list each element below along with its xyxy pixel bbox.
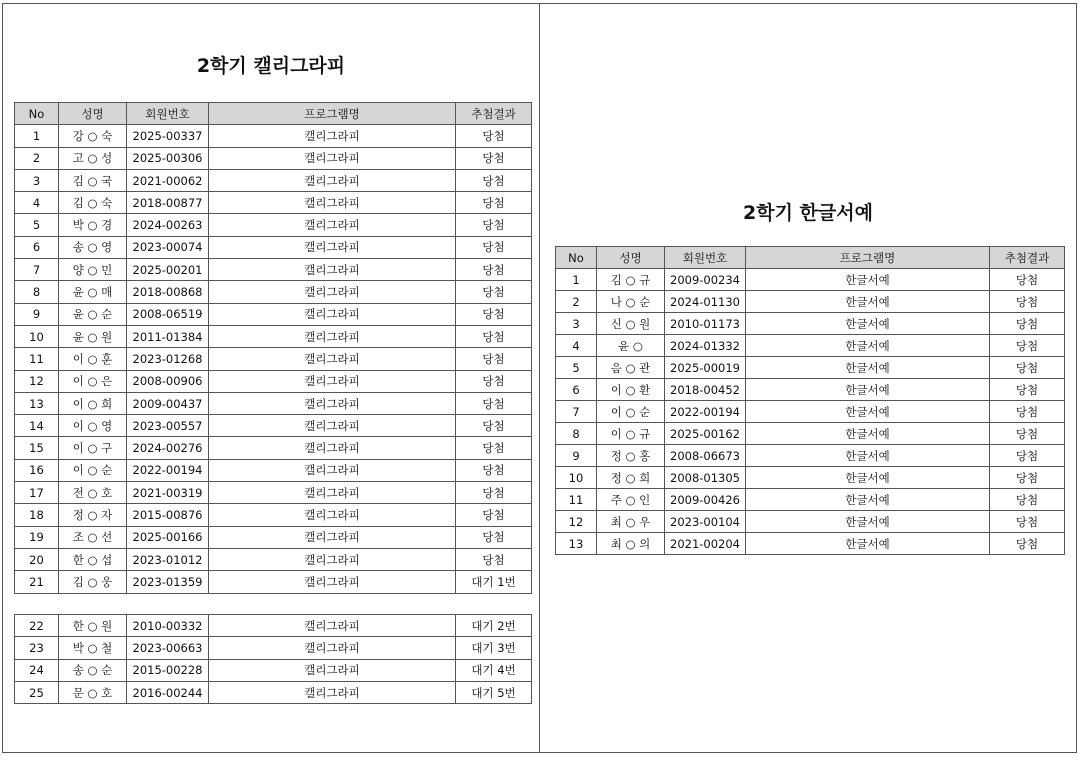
cell-name: 김 ○ 숙 (59, 192, 127, 214)
cell-no: 2 (556, 291, 597, 313)
cell-member-id: 2009-00234 (665, 269, 746, 291)
cell-member-id: 2025-00306 (127, 147, 209, 169)
table-row (556, 489, 1065, 511)
cell-no: 2 (15, 147, 59, 169)
cell-no: 24 (15, 659, 59, 681)
cell-program: 캘리그라피 (209, 659, 456, 681)
cell-name: 정 ○ 홍 (597, 445, 665, 467)
cell-name: 이 ○ 구 (59, 437, 127, 459)
cell-no: 18 (15, 504, 59, 526)
cell-member-id: 2011-01384 (127, 325, 209, 347)
cell-result: 당첨 (456, 259, 532, 281)
cell-member-id: 2021-00062 (127, 169, 209, 191)
cell-no: 8 (15, 281, 59, 303)
cell-name: 한 ○ 원 (59, 615, 127, 637)
cell-member-id: 2023-00557 (127, 415, 209, 437)
cell-result: 당첨 (456, 192, 532, 214)
column-header: No (15, 103, 59, 125)
cell-result: 당첨 (456, 236, 532, 258)
header-row (15, 103, 532, 125)
cell-name: 박 ○ 경 (59, 214, 127, 236)
cell-member-id: 2023-00663 (127, 637, 209, 659)
cell-no: 23 (15, 637, 59, 659)
cell-program: 한글서예 (746, 401, 990, 423)
column-header: 회원번호 (665, 247, 746, 269)
cell-name: 강 ○ 숙 (59, 125, 127, 147)
header-row (556, 247, 1065, 269)
cell-result: 당첨 (456, 325, 532, 347)
cell-program: 한글서예 (746, 489, 990, 511)
table-row (556, 467, 1065, 489)
column-header: 추첨결과 (990, 247, 1065, 269)
table-row (15, 482, 532, 504)
cell-program: 캘리그라피 (209, 504, 456, 526)
cell-no: 15 (15, 437, 59, 459)
cell-program: 캘리그라피 (209, 681, 456, 703)
cell-name: 이 ○ 환 (597, 379, 665, 401)
cell-no: 10 (556, 467, 597, 489)
cell-member-id: 2018-00452 (665, 379, 746, 401)
cell-no: 6 (15, 236, 59, 258)
table-row (556, 401, 1065, 423)
page-hangul (539, 3, 1077, 753)
cell-no: 21 (15, 571, 59, 593)
cell-name: 이 ○ 순 (597, 401, 665, 423)
cell-no: 7 (556, 401, 597, 423)
cell-member-id: 2024-00276 (127, 437, 209, 459)
cell-name: 문 ○ 호 (59, 681, 127, 703)
cell-result: 대기 1번 (456, 571, 532, 593)
cell-member-id: 2015-00228 (127, 659, 209, 681)
cell-result: 당첨 (990, 313, 1065, 335)
table-row (15, 169, 532, 191)
cell-member-id: 2023-01012 (127, 548, 209, 570)
cell-program: 캘리그라피 (209, 147, 456, 169)
cell-result: 당첨 (456, 370, 532, 392)
page-calligraphy (2, 3, 540, 753)
cell-program: 한글서예 (746, 291, 990, 313)
cell-name: 정 ○ 자 (59, 504, 127, 526)
cell-member-id: 2009-00437 (127, 392, 209, 414)
cell-result: 당첨 (456, 169, 532, 191)
cell-name: 조 ○ 선 (59, 526, 127, 548)
cell-name: 전 ○ 호 (59, 482, 127, 504)
cell-name: 송 ○ 순 (59, 659, 127, 681)
cell-member-id: 2024-00263 (127, 214, 209, 236)
cell-no: 1 (556, 269, 597, 291)
column-header: 회원번호 (127, 103, 209, 125)
table-row (15, 236, 532, 258)
table-row (556, 291, 1065, 313)
cell-no: 19 (15, 526, 59, 548)
cell-name: 이 ○ 희 (59, 392, 127, 414)
column-header: 프로그램명 (746, 247, 990, 269)
table-row (15, 681, 532, 703)
cell-member-id: 2008-06673 (665, 445, 746, 467)
cell-program: 캘리그라피 (209, 169, 456, 191)
cell-no: 4 (15, 192, 59, 214)
cell-no: 5 (15, 214, 59, 236)
cell-no: 1 (15, 125, 59, 147)
column-header: 추첨결과 (456, 103, 532, 125)
cell-name: 양 ○ 민 (59, 259, 127, 281)
cell-result: 당첨 (990, 489, 1065, 511)
cell-result: 당첨 (990, 467, 1065, 489)
hangul-title: 2학기 한글서예 (743, 202, 873, 224)
table-row (15, 615, 532, 637)
cell-result: 당첨 (456, 147, 532, 169)
cell-no: 16 (15, 459, 59, 481)
cell-program: 캘리그라피 (209, 370, 456, 392)
cell-no: 13 (15, 392, 59, 414)
cell-no: 22 (15, 615, 59, 637)
cell-name: 최 ○ 우 (597, 511, 665, 533)
cell-result: 당첨 (456, 482, 532, 504)
cell-name: 윤 ○ 순 (59, 303, 127, 325)
cell-program: 캘리그라피 (209, 615, 456, 637)
table-row (15, 348, 532, 370)
table-row (15, 325, 532, 347)
cell-result: 당첨 (990, 511, 1065, 533)
cell-result: 당첨 (456, 415, 532, 437)
cell-result: 대기 5번 (456, 681, 532, 703)
table-row (556, 379, 1065, 401)
cell-result: 당첨 (990, 445, 1065, 467)
cell-no: 11 (556, 489, 597, 511)
cell-program: 캘리그라피 (209, 459, 456, 481)
cell-member-id: 2010-00332 (127, 615, 209, 637)
cell-program: 캘리그라피 (209, 482, 456, 504)
cell-name: 이 ○ 훈 (59, 348, 127, 370)
cell-name: 윤 ○ (597, 335, 665, 357)
cell-member-id: 2018-00868 (127, 281, 209, 303)
cell-result: 당첨 (456, 214, 532, 236)
cell-name: 음 ○ 관 (597, 357, 665, 379)
cell-member-id: 2023-01268 (127, 348, 209, 370)
cell-name: 김 ○ 웅 (59, 571, 127, 593)
calligraphy-waitlist-table (14, 614, 532, 704)
cell-program: 한글서예 (746, 357, 990, 379)
cell-program: 한글서예 (746, 379, 990, 401)
cell-name: 최 ○ 의 (597, 533, 665, 555)
cell-result: 당첨 (990, 401, 1065, 423)
cell-no: 20 (15, 548, 59, 570)
table-row (15, 214, 532, 236)
cell-member-id: 2009-00426 (665, 489, 746, 511)
cell-program: 캘리그라피 (209, 192, 456, 214)
cell-member-id: 2021-00204 (665, 533, 746, 555)
cell-member-id: 2022-00194 (127, 459, 209, 481)
cell-member-id: 2008-00906 (127, 370, 209, 392)
cell-member-id: 2025-00162 (665, 423, 746, 445)
cell-program: 캘리그라피 (209, 415, 456, 437)
cell-program: 캘리그라피 (209, 125, 456, 147)
cell-name: 송 ○ 영 (59, 236, 127, 258)
cell-no: 10 (15, 325, 59, 347)
table-row (556, 423, 1065, 445)
cell-name: 정 ○ 희 (597, 467, 665, 489)
cell-result: 당첨 (456, 437, 532, 459)
cell-result: 대기 2번 (456, 615, 532, 637)
table-row (15, 192, 532, 214)
cell-program: 캘리그라피 (209, 236, 456, 258)
cell-name: 박 ○ 철 (59, 637, 127, 659)
cell-member-id: 2010-01173 (665, 313, 746, 335)
table-row (15, 259, 532, 281)
cell-name: 이 ○ 영 (59, 415, 127, 437)
table-row (15, 548, 532, 570)
table-row (15, 526, 532, 548)
table-row (556, 357, 1065, 379)
cell-result: 당첨 (456, 392, 532, 414)
cell-no: 6 (556, 379, 597, 401)
cell-name: 김 ○ 규 (597, 269, 665, 291)
cell-member-id: 2023-00104 (665, 511, 746, 533)
cell-name: 주 ○ 인 (597, 489, 665, 511)
cell-result: 당첨 (456, 348, 532, 370)
cell-program: 캘리그라피 (209, 637, 456, 659)
table-row (15, 392, 532, 414)
cell-program: 캘리그라피 (209, 259, 456, 281)
cell-result: 당첨 (990, 357, 1065, 379)
cell-result: 당첨 (456, 459, 532, 481)
cell-program: 한글서예 (746, 313, 990, 335)
table-row (15, 571, 532, 593)
cell-member-id: 2015-00876 (127, 504, 209, 526)
cell-program: 캘리그라피 (209, 392, 456, 414)
cell-member-id: 2008-06519 (127, 303, 209, 325)
cell-member-id: 2022-00194 (665, 401, 746, 423)
cell-program: 한글서예 (746, 423, 990, 445)
cell-result: 당첨 (990, 269, 1065, 291)
cell-no: 13 (556, 533, 597, 555)
cell-result: 당첨 (990, 423, 1065, 445)
cell-result: 당첨 (456, 281, 532, 303)
column-header: 프로그램명 (209, 103, 456, 125)
table-row (15, 281, 532, 303)
cell-program: 한글서예 (746, 467, 990, 489)
cell-no: 4 (556, 335, 597, 357)
cell-program: 캘리그라피 (209, 526, 456, 548)
cell-program: 캘리그라피 (209, 548, 456, 570)
cell-name: 한 ○ 섭 (59, 548, 127, 570)
column-header: 성명 (597, 247, 665, 269)
cell-program: 캘리그라피 (209, 571, 456, 593)
cell-no: 3 (15, 169, 59, 191)
cell-program: 한글서예 (746, 533, 990, 555)
cell-no: 12 (15, 370, 59, 392)
cell-no: 9 (556, 445, 597, 467)
cell-member-id: 2018-00877 (127, 192, 209, 214)
cell-no: 12 (556, 511, 597, 533)
cell-member-id: 2025-00019 (665, 357, 746, 379)
cell-member-id: 2025-00166 (127, 526, 209, 548)
cell-program: 캘리그라피 (209, 325, 456, 347)
table-row (556, 511, 1065, 533)
table-row (15, 415, 532, 437)
table-row (556, 445, 1065, 467)
cell-no: 25 (15, 681, 59, 703)
cell-member-id: 2016-00244 (127, 681, 209, 703)
cell-result: 당첨 (990, 533, 1065, 555)
cell-name: 이 ○ 순 (59, 459, 127, 481)
table-row (15, 125, 532, 147)
cell-result: 당첨 (456, 504, 532, 526)
cell-result: 대기 4번 (456, 659, 532, 681)
cell-program: 한글서예 (746, 335, 990, 357)
cell-member-id: 2021-00319 (127, 482, 209, 504)
cell-no: 7 (15, 259, 59, 281)
cell-program: 캘리그라피 (209, 437, 456, 459)
table-row (556, 269, 1065, 291)
hangul-table (555, 246, 1065, 555)
table-row (556, 335, 1065, 357)
column-header: No (556, 247, 597, 269)
cell-result: 당첨 (990, 335, 1065, 357)
cell-member-id: 2008-01305 (665, 467, 746, 489)
column-header: 성명 (59, 103, 127, 125)
table-row (15, 459, 532, 481)
cell-no: 5 (556, 357, 597, 379)
cell-name: 이 ○ 은 (59, 370, 127, 392)
cell-result: 당첨 (990, 291, 1065, 313)
table-row (556, 533, 1065, 555)
cell-name: 고 ○ 성 (59, 147, 127, 169)
cell-member-id: 2024-01332 (665, 335, 746, 357)
cell-result: 당첨 (990, 379, 1065, 401)
table-row (15, 637, 532, 659)
cell-result: 당첨 (456, 125, 532, 147)
cell-name: 이 ○ 규 (597, 423, 665, 445)
cell-result: 당첨 (456, 303, 532, 325)
cell-name: 윤 ○ 원 (59, 325, 127, 347)
cell-member-id: 2023-01359 (127, 571, 209, 593)
cell-member-id: 2024-01130 (665, 291, 746, 313)
cell-name: 윤 ○ 매 (59, 281, 127, 303)
cell-program: 한글서예 (746, 511, 990, 533)
cell-program: 캘리그라피 (209, 214, 456, 236)
table-row (556, 313, 1065, 335)
cell-no: 14 (15, 415, 59, 437)
cell-program: 캘리그라피 (209, 348, 456, 370)
table-row (15, 147, 532, 169)
cell-name: 나 ○ 순 (597, 291, 665, 313)
cell-program: 캘리그라피 (209, 281, 456, 303)
cell-member-id: 2025-00337 (127, 125, 209, 147)
cell-no: 17 (15, 482, 59, 504)
cell-result: 당첨 (456, 548, 532, 570)
cell-no: 3 (556, 313, 597, 335)
table-row (15, 659, 532, 681)
cell-no: 9 (15, 303, 59, 325)
calligraphy-title: 2학기 캘리그라피 (196, 55, 346, 77)
cell-program: 한글서예 (746, 269, 990, 291)
cell-name: 김 ○ 국 (59, 169, 127, 191)
cell-member-id: 2025-00201 (127, 259, 209, 281)
table-row (15, 370, 532, 392)
cell-member-id: 2023-00074 (127, 236, 209, 258)
cell-result: 당첨 (456, 526, 532, 548)
cell-program: 한글서예 (746, 445, 990, 467)
table-row (15, 437, 532, 459)
table-row (15, 303, 532, 325)
cell-no: 8 (556, 423, 597, 445)
table-row (15, 504, 532, 526)
cell-no: 11 (15, 348, 59, 370)
cell-result: 대기 3번 (456, 637, 532, 659)
cell-program: 캘리그라피 (209, 303, 456, 325)
calligraphy-table (14, 102, 532, 594)
cell-name: 신 ○ 원 (597, 313, 665, 335)
